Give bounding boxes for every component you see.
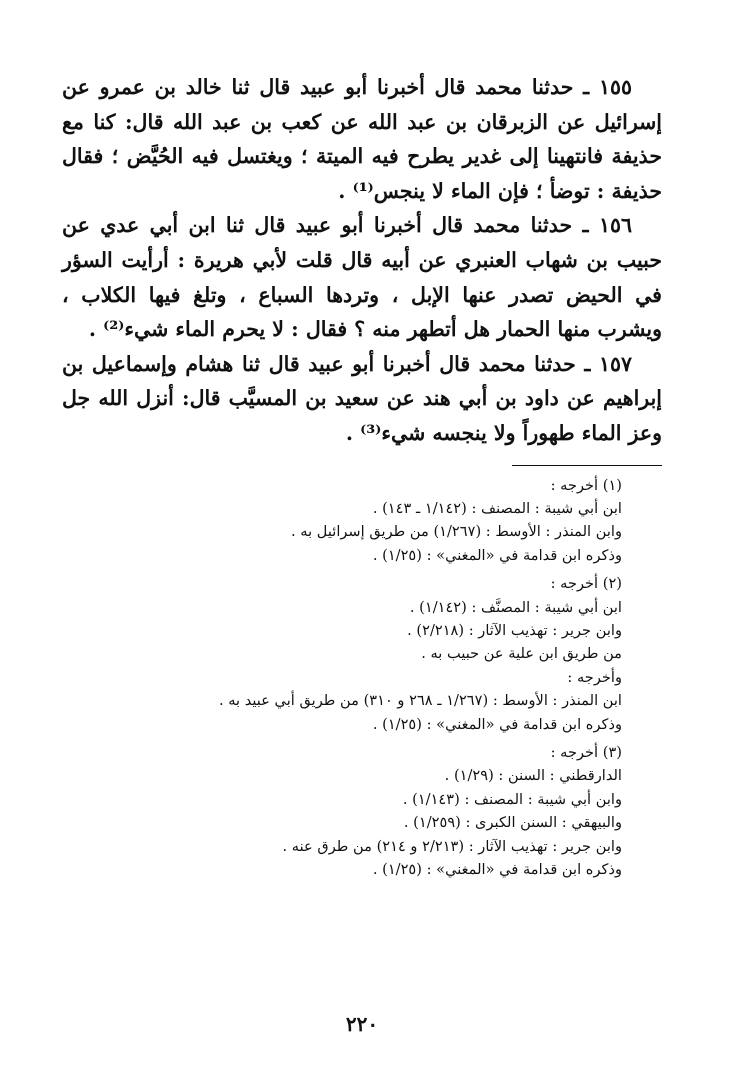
hadith-paragraph-156: ١٥٦ ـ حدثنا محمد قال أخبرنا أبو عبيد قال ثنا ابن أبي عدي عن حبيب بن شهاب العنبري عن أبيه قال قلت لأبي هريرة : أرأيت السؤر في الحيض تصدر عنها الإبل ، وتردها السباع ، وتلغ فيها الكلاب ، ويشرب منها الحمار هل أتطهر منه ؟ فقال : لا يحرم الماء شيء⁽²⁾ . (62, 213, 662, 342)
footnote-line: وابن المنذر : الأوسط : (١/٢٦٧) من طريق إسرائيل به . (291, 523, 622, 541)
footnote-1 (62, 474, 622, 568)
footnote-line: وابن جرير : تهذيب الآثار : (٢/٢١٨) . (407, 621, 622, 639)
footnote-line: وذكره ابن قدامة في «المغني» : (١/٢٥) . (372, 715, 622, 733)
footnote-head: (١) أخرجه : (550, 476, 622, 494)
footnote-line: وابن جرير : تهذيب الآثار : (٢/٢١٣ و ٢١٤) من طرق عنه . (282, 837, 622, 855)
page-number: ٢٢٠ (345, 1012, 379, 1036)
hadith-paragraph-157: ١٥٧ ـ حدثنا محمد قال أخبرنا أبو عبيد قال ثنا هشام وإسماعيل بن إبراهيم عن داود بن أبي هند عن سعيد بن المسيَّب قال: أنزل الله جل وعز الماء طهوراً ولا ينجسه شيء⁽³⁾ . (62, 351, 662, 445)
footnote-line: وابن أبي شيبة : المصنف : (١/١٤٣) . (402, 790, 622, 808)
book-page (62, 70, 662, 1060)
footnote-line: من طريق ابن علية عن حبيب به . (421, 645, 622, 663)
footnote-divider (512, 465, 662, 466)
footnote-2 (62, 572, 622, 736)
main-text (62, 70, 662, 451)
footnote-line: ابن المنذر : الأوسط : (١/٢٦٧ ـ ٢٦٨ و ٣١٠) من طريق أبي عبيد به . (218, 692, 622, 710)
footnote-3 (62, 741, 622, 881)
footnote-head: (٣) أخرجه : (550, 744, 622, 761)
footnotes (62, 474, 662, 882)
footnote-line: وأخرجه : (567, 668, 622, 686)
footnote-head: (٢) أخرجه : (550, 575, 622, 593)
footnote-line: والبيهقي : السنن الكبرى : (١/٢٥٩) . (403, 814, 622, 832)
footnote-line: الدارقطني : السنن : (١/٢٩) . (444, 767, 622, 785)
footnote-line: ابن أبي شيبة : المصنَّف : (١/١٤٢) . (409, 598, 622, 616)
footnote-line: وذكره ابن قدامة في «المغني» : (١/٢٥) . (372, 861, 622, 879)
footnote-line: وذكره ابن قدامة في «المغني» : (١/٢٥) . (372, 546, 622, 564)
hadith-paragraph-155: ١٥٥ ـ حدثنا محمد قال أخبرنا أبو عبيد قال ثنا خالد بن عمرو عن إسرائيل عن الزبرقان بن عبد الله عن كعب بن عبد الله قال: كنا مع حذيفة فانتهينا إلى غدير يطرح فيه الميتة ؛ ويغتسل فيه الحُيَّض ؛ فقال حذيفة : توضأ ؛ فإن الماء لا ينجس⁽¹⁾ . (62, 75, 662, 203)
footnote-line: ابن أبي شيبة : المصنف : (١/١٤٢ ـ ١٤٣) . (372, 499, 622, 517)
